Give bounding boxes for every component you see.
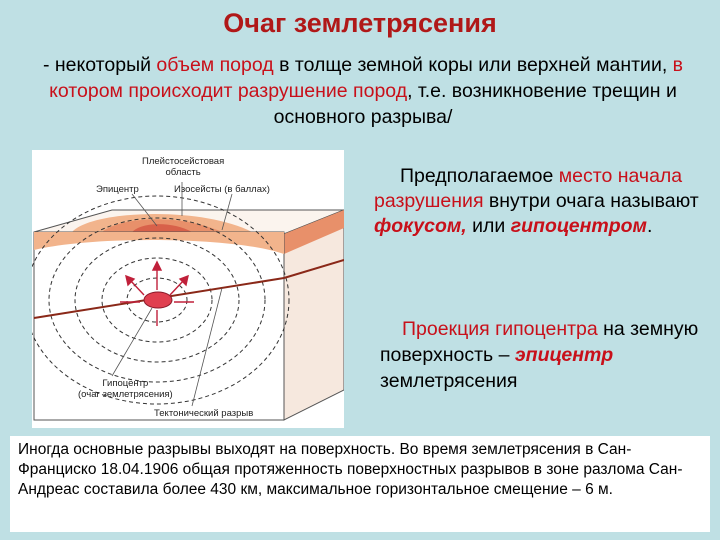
earthquake-focus-diagram <box>32 150 344 428</box>
definition-highlight: объем пород <box>156 54 274 76</box>
para1-part: или <box>466 215 511 237</box>
para1-highlight: место начала разрушения <box>374 165 683 212</box>
hypocenter-paragraph <box>374 164 704 239</box>
definition-text <box>18 52 708 130</box>
para2-part: землетрясения <box>380 370 518 392</box>
label-epicenter: Эпицентр <box>96 184 139 195</box>
label-hypocenter <box>78 378 173 400</box>
label-pleistoseist <box>142 156 224 178</box>
label-hypocenter-line1: Гипоцентр <box>102 378 149 389</box>
label-hypocenter-line2: (очаг землетрясения) <box>78 389 173 400</box>
para2-highlight: Проекция гипоцентра <box>402 318 598 340</box>
para1-part: . <box>646 215 653 237</box>
label-isoseists: Изосейсты (в баллах) <box>174 184 270 195</box>
hypocenter-focus <box>144 292 172 308</box>
epicenter-paragraph <box>380 316 700 394</box>
label-pleistoseist-line1: Плейстосейстовая <box>142 156 225 167</box>
label-tectonic-fault: Тектонический разрыв <box>154 408 254 419</box>
definition-part: , т.е. возникновение трещин и основного разрыва/ <box>273 80 677 128</box>
focus-term: фокусом, <box>374 215 467 237</box>
san-francisco-note: Иногда основные разрывы выходят на поверхность. Во время землетрясения в Сан-Франциско 18.04.1906 общая протяженность поверхностных разрывов в зоне разлома Сан-Андреас составила более 430 км, максимальное горизонтальное смещение – 6 м. <box>10 436 710 532</box>
epicenter-term: эпицентр <box>514 344 614 366</box>
definition-part: в толще земной коры или верхней мантии, <box>273 54 673 76</box>
definition-part: - некоторый <box>42 54 157 76</box>
definition-highlight: в котором происходит разрушение пород <box>49 54 684 102</box>
slide-title: Очаг землетрясения <box>223 8 497 38</box>
para1-part: Предполагаемое <box>400 165 559 187</box>
hypocenter-term: гипоцентром <box>510 215 647 237</box>
para2-part: на земную поверхность – <box>380 318 699 366</box>
label-pleistoseist-line2: область <box>165 167 201 178</box>
para1-part: внутри очага называют <box>483 190 699 212</box>
